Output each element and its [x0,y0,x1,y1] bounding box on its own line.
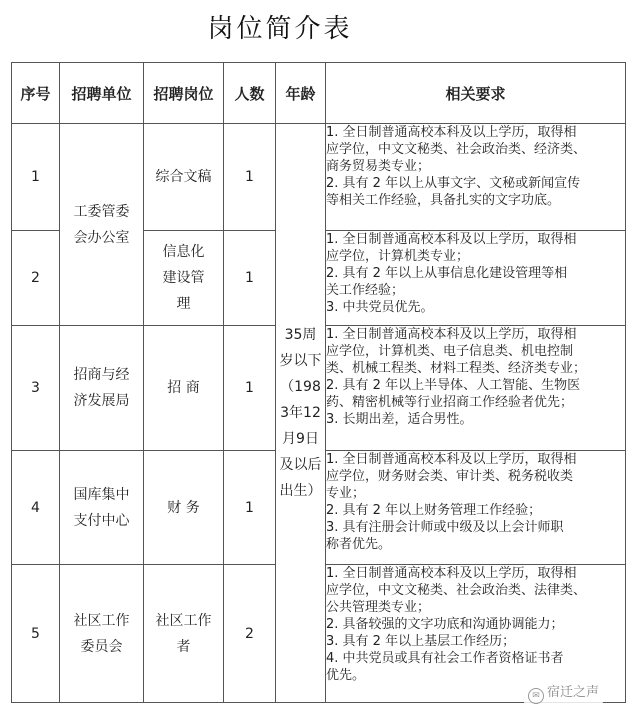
cell-count: 2 [224,565,276,703]
age-text: 35周岁以下（1983年12月9日及以后出生） [279,327,322,499]
req-line: 3. 中共党员优先。 [326,300,434,315]
req-line: 2. 具有 2 年以上从事信息化建设管理等相 [326,266,568,281]
cell-position [144,231,224,326]
unit-text: 国库集中支付中心 [73,486,130,529]
req-line: 3. 长期出差，适合男性。 [326,412,473,427]
req-line: 3. 具有注册会计师或中级及以上会计师职 [326,520,564,535]
position-text: 信息化建设管理 [162,244,205,312]
cell-count: 1 [224,451,276,565]
req-line: 药、精密机械等行业招商工作经验者优先； [326,395,574,410]
req-line: 1. 全日制普通高校本科及以上学历，取得相 [326,232,577,247]
cell-requirements [326,326,626,451]
req-line: 类、机械工程类、材料工程类、经济类专业； [326,361,587,376]
req-line: 应学位，中文文秘类、社会政治类、法律类、 [326,583,587,598]
cell-no: 3 [12,326,60,451]
cell-unit [60,124,144,326]
req-line: 应学位，计算机类专业； [326,249,470,264]
req-line: 2. 具有 2 年以上半导体、人工智能、生物医 [326,378,581,393]
table-header-row [12,63,626,124]
cell-count: 1 [224,326,276,451]
cell-no: 2 [12,231,60,326]
cell-no: 4 [12,451,60,565]
req-line: 3. 具有 2 年以上基层工作经历； [326,634,516,649]
header-unit: 招聘单位 [60,63,144,124]
req-line: 1. 全日制普通高校本科及以上学历，取得相 [326,125,577,140]
cell-age [276,124,326,703]
req-line: 2. 具备较强的文字功底和沟通协调能力； [326,617,564,632]
position-table [11,62,626,703]
req-line: 2. 具有 2 年以上从事文字、文秘或新闻宣传 [326,176,581,191]
header-no: 序号 [12,63,60,124]
unit-text: 工委管委会办公室 [73,203,130,246]
req-line: 商务贸易类专业； [326,159,431,174]
cell-requirements [326,451,626,565]
unit-text: 社区工作委员会 [73,612,130,655]
cell-requirements [326,124,626,231]
req-line: 关工作经验； [326,283,405,298]
req-line: 公共管理类专业； [326,600,431,615]
position-text: 社区工作者 [155,612,212,655]
cell-position: 财 务 [144,451,224,565]
req-line: 1. 全日制普通高校本科及以上学历，取得相 [326,452,577,467]
cell-unit [60,565,144,703]
watermark-text: 宿迁之声 [547,685,600,700]
req-line: 1. 全日制普通高校本科及以上学历，取得相 [326,327,577,342]
req-line: 优先。 [326,668,366,683]
req-line: 1. 全日制普通高校本科及以上学历，取得相 [326,566,577,581]
header-age: 年龄 [276,63,326,124]
cell-count: 1 [224,124,276,231]
cell-position: 招 商 [144,326,224,451]
table-row [12,124,626,231]
cell-count: 1 [224,231,276,326]
req-line: 专业； [326,486,366,501]
cell-requirements [326,231,626,326]
req-line: 4. 中共党员或具有社会工作者资格证书者 [326,651,564,666]
header-position: 招聘岗位 [144,63,224,124]
req-line: 应学位，计算机类、电子信息类、机电控制 [326,344,574,359]
unit-text: 招商与经济发展局 [73,367,130,409]
wechat-icon: ✉ [528,688,544,704]
header-requirements: 相关要求 [326,63,626,124]
req-line: 2. 具有 2 年以上财务管理工作经验； [326,503,542,518]
req-line: 称者优先。 [326,537,392,552]
watermark [524,680,603,705]
cell-unit [60,451,144,565]
cell-position: 综合文稿 [144,124,224,231]
req-line: 等相关工作经验，具备扎实的文字功底。 [326,193,561,208]
req-line: 应学位，中文文秘类、社会政治类、经济类、 [326,142,587,157]
page-title: 岗位简介表 [207,14,353,44]
header-count: 人数 [224,63,276,124]
req-line: 应学位，财务财会类、审计类、税务税收类 [326,469,574,484]
cell-no: 1 [12,124,60,231]
cell-position [144,565,224,703]
cell-no: 5 [12,565,60,703]
cell-unit [60,326,144,451]
